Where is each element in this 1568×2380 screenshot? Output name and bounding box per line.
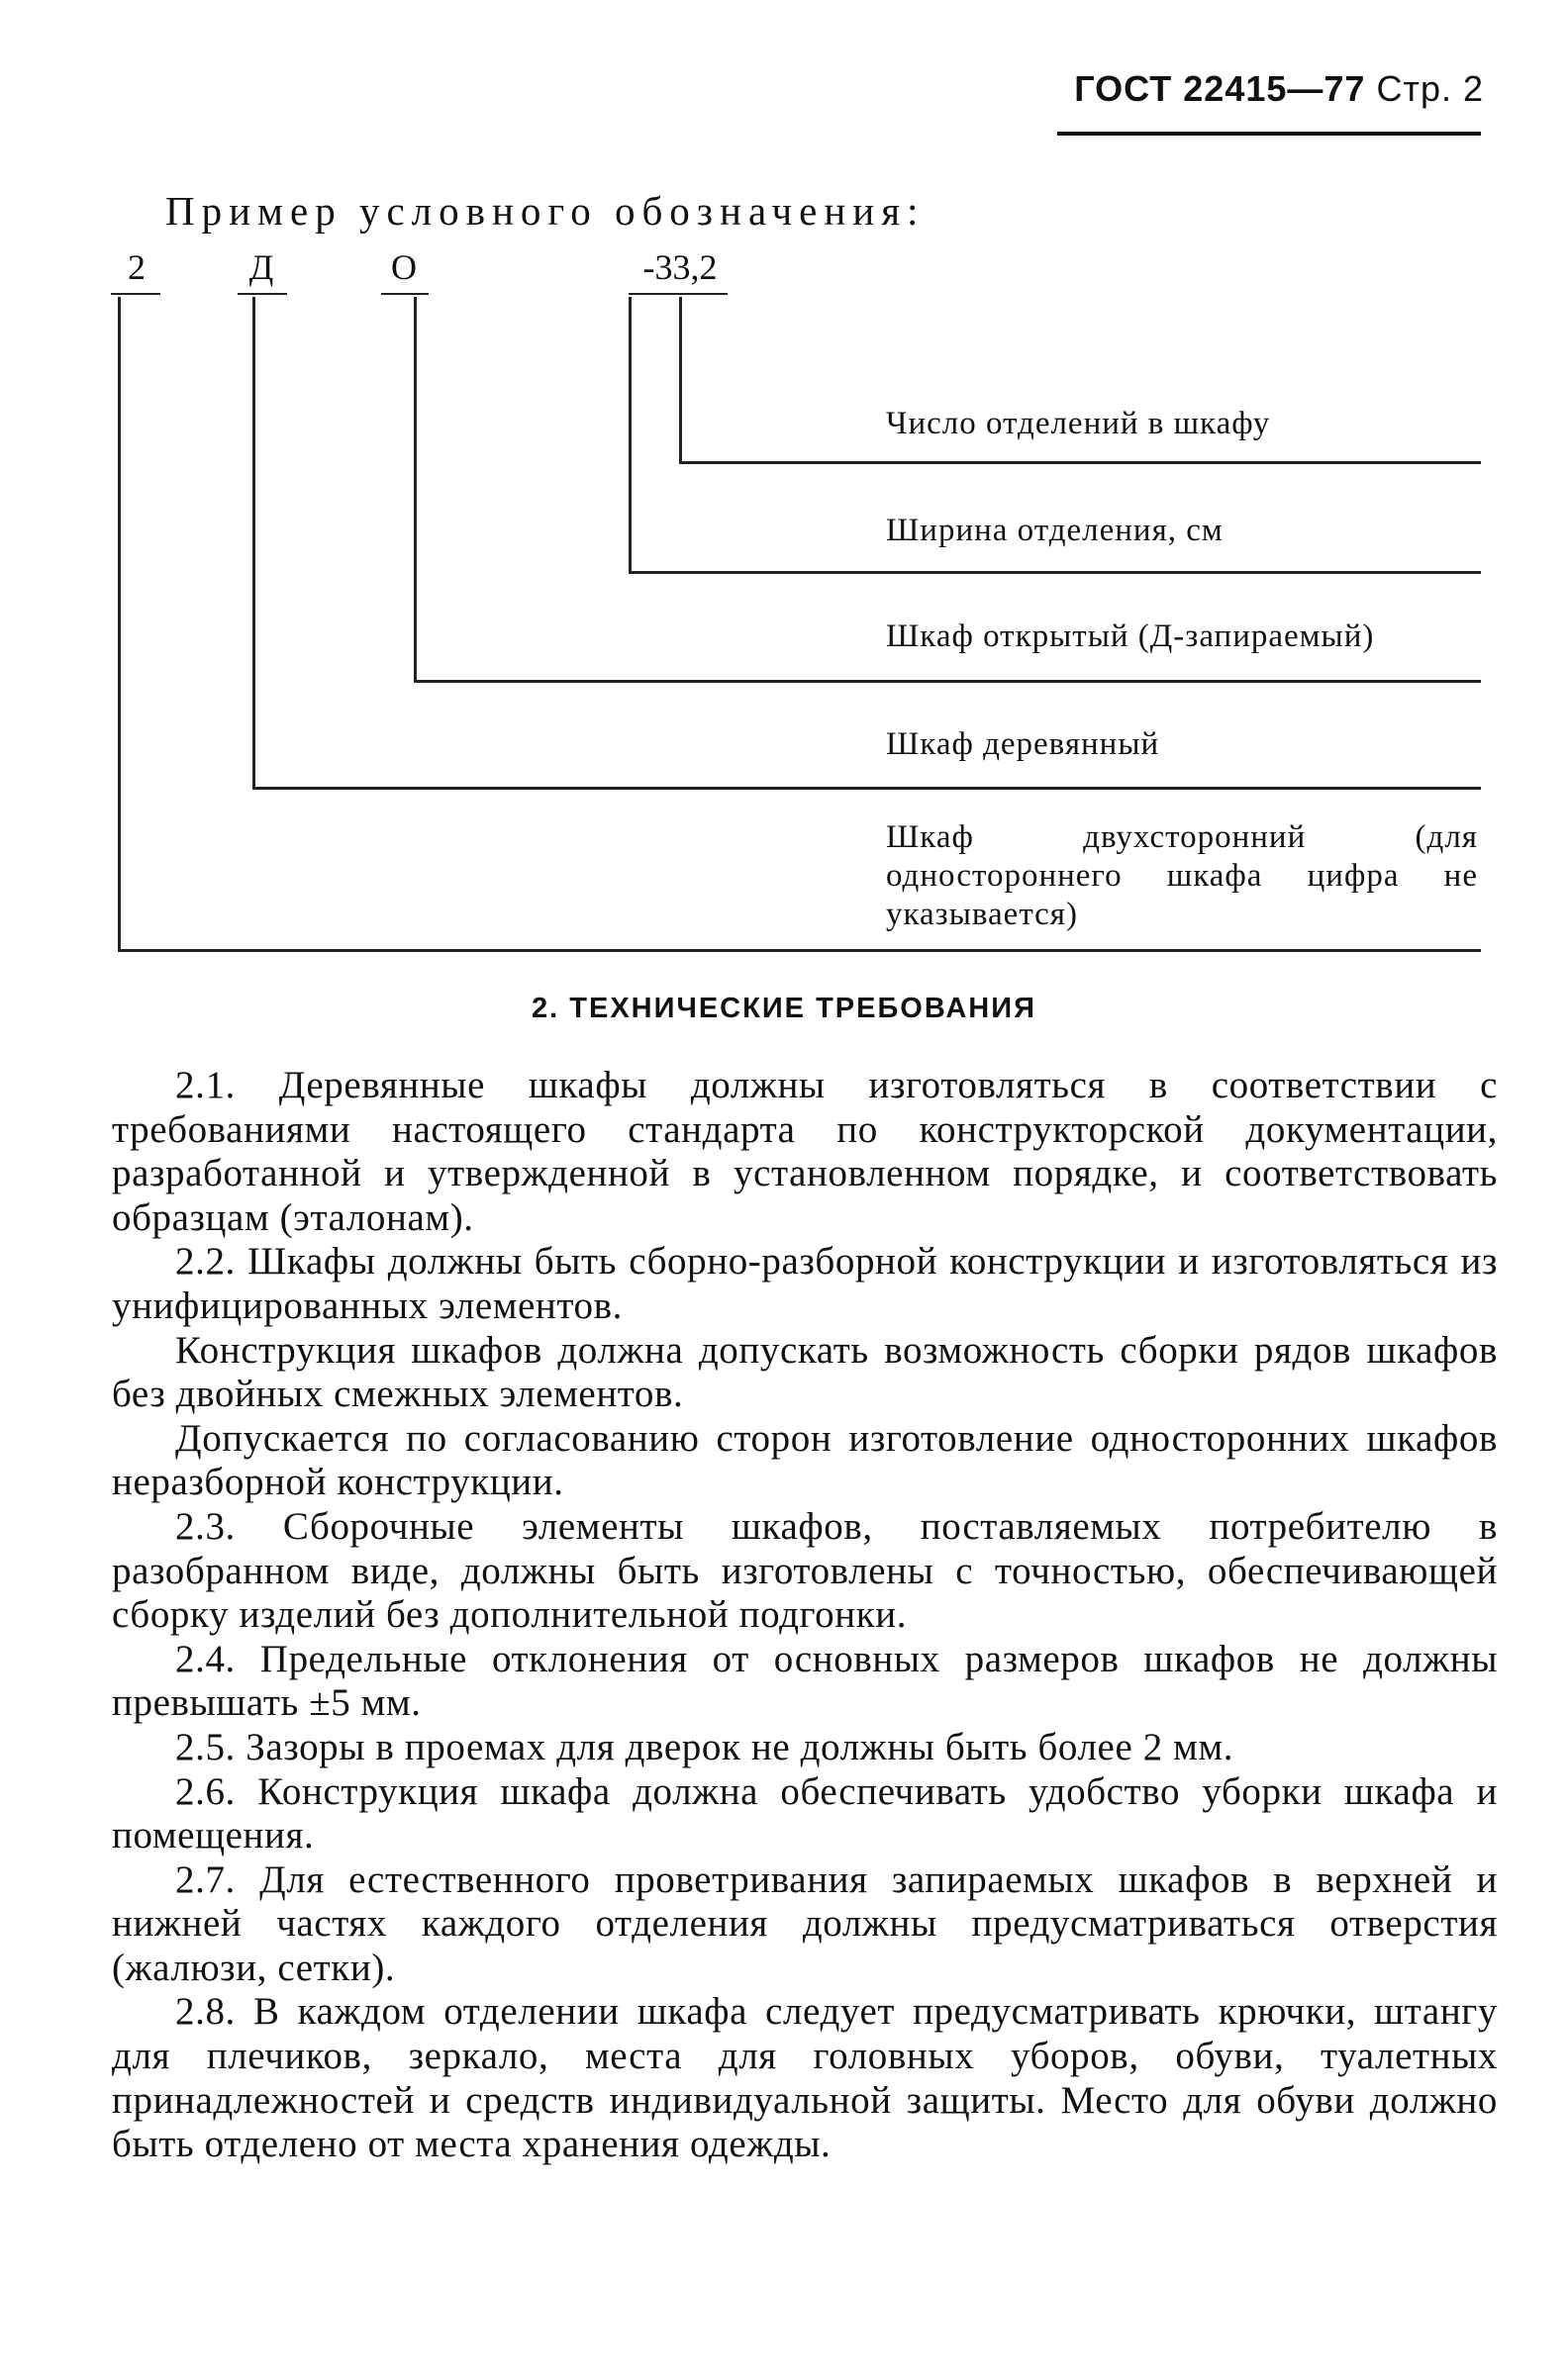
header-rule [1057, 132, 1481, 136]
leader-horizontal-sections [679, 461, 1481, 464]
label-sections-count: Число отделений в шкафу [886, 406, 1271, 441]
label-section-width: Ширина отделения, см [886, 513, 1224, 548]
code-2: 2 [128, 247, 146, 287]
page-number: Стр. 2 [1376, 68, 1484, 109]
code-underline-2 [111, 293, 160, 295]
paragraph-2-6: 2.6. Конструкция шкафа должна обеспечивать удобство уборки шкафа и помещения. [112, 1769, 1498, 1857]
paragraph-2-3: 2.3. Сборочные элементы шкафов, поставляемых потребителю в разобранном виде, должны быть изготовлены с точностью, обеспечивающей сборку изделий без дополнительной подгонки. [112, 1504, 1498, 1637]
paragraph-2-2-construction: Конструкция шкафов должна допускать возможность сборки рядов шкафов без двойных смежных элементов. [112, 1328, 1498, 1416]
leader-horizontal-wooden [252, 787, 1481, 790]
leader-vertical-sections [679, 297, 682, 461]
standard-number: ГОСТ 22415—77 [1074, 68, 1366, 109]
section-body [112, 1064, 1498, 2167]
paragraph-2-7: 2.7. Для естественного проветривания запираемых шкафов в верхней и нижней частях каждого отделения должны предусматриваться отверстия (жалюзи, сетки). [112, 1857, 1498, 1989]
paragraph-2-2-allowed: Допускается по согласованию сторон изготовление односторонних шкафов неразборной конструкции. [112, 1416, 1498, 1504]
code-o: О [391, 247, 417, 287]
code-d: Д [248, 247, 274, 287]
leader-vertical-open [414, 297, 417, 681]
paragraph-2-2: 2.2. Шкафы должны быть сборно-разборной конструкции и изготовляться из унифицированных элементов. [112, 1240, 1498, 1327]
example-title: Пример условного обозначения: [165, 188, 926, 234]
paragraph-2-8: 2.8. В каждом отделении шкафа следует предусматривать крючки, штангу для плечиков, зеркало, места для головных уборов, обуви, туалетных принадлежностей и средств индивидуальной защиты. Место для обуви должно быть отделено от места хранения одежды. [112, 1990, 1498, 2166]
section-title: 2. ТЕХНИЧЕСКИЕ ТРЕБОВАНИЯ [532, 993, 1036, 1024]
label-double-sided: Шкаф двухсторонний (для одностороннего шкафа цифра не указывается) [886, 819, 1478, 932]
leader-horizontal-open [414, 680, 1481, 683]
code-underline-33-2 [629, 293, 728, 295]
paragraph-2-1: 2.1. Деревянные шкафы должны изготовляться в соответствии с требованиями настоящего стандарта по конструкторской документации, разработанной и утвержденной в установленном порядке, и соответствовать образцам (эталонам). [112, 1064, 1498, 1239]
label-wooden: Шкаф деревянный [886, 726, 1160, 762]
code-underline-d [238, 293, 287, 295]
code-33-2: -33,2 [642, 247, 718, 287]
leader-vertical-wooden [252, 297, 255, 788]
leader-vertical-width [629, 297, 632, 572]
paragraph-2-5: 2.5. Зазоры в проемах для дверок не должны быть более 2 мм. [175, 1725, 1234, 1768]
leader-horizontal-double [118, 949, 1481, 952]
paragraph-2-4: 2.4. Предельные отклонения от основных размеров шкафов не должны превышать ±5 мм. [112, 1637, 1498, 1725]
leader-horizontal-width [629, 571, 1481, 574]
label-open-type: Шкаф открытый (Д-запираемый) [886, 619, 1375, 654]
page-header [1074, 68, 1484, 109]
code-underline-o [381, 293, 429, 295]
leader-vertical-double [118, 297, 121, 950]
